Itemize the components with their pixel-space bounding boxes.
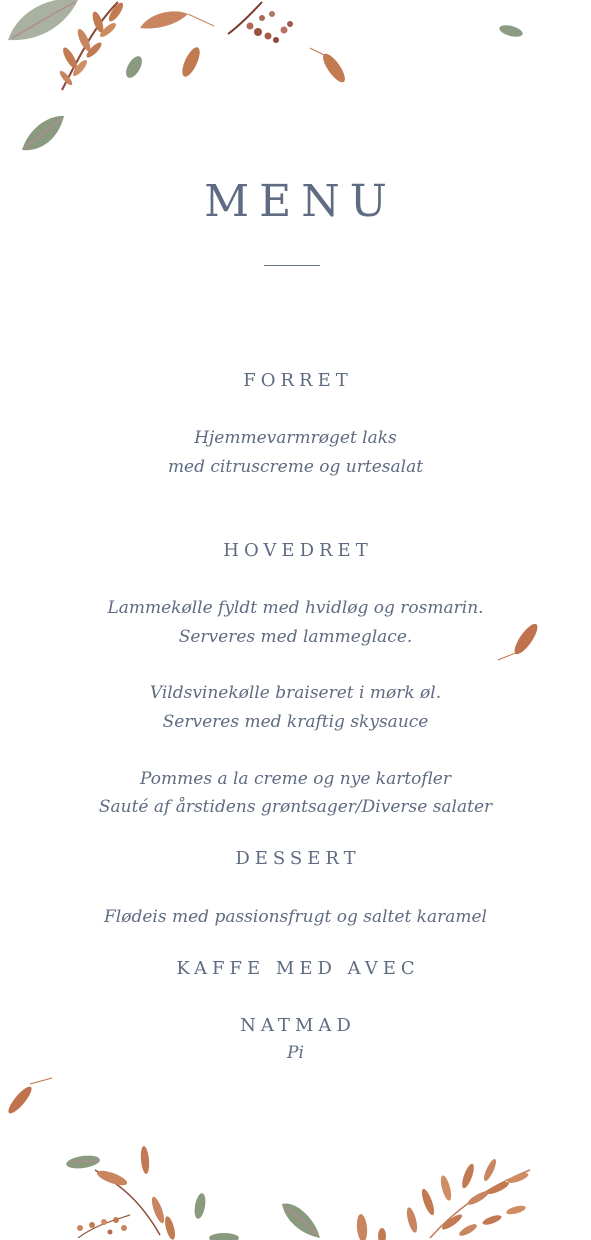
kaffe-heading: KAFFE MED AVEC xyxy=(176,958,420,979)
hovedret-line-1: Lammekølle fyldt med hvidløg og rosmarin. xyxy=(107,598,484,618)
hovedret-heading: HOVEDRET xyxy=(223,540,373,561)
dessert-heading: DESSERT xyxy=(235,848,361,869)
forret-heading: FORRET xyxy=(243,370,353,391)
natmad-line-1: Pi xyxy=(287,1043,304,1063)
hovedret-line-3: Vildsvinekølle braiseret i mørk øl. xyxy=(149,683,442,703)
hovedret-line-4: Serveres med kraftig skysauce xyxy=(162,712,429,732)
natmad-heading: NATMAD xyxy=(240,1015,356,1036)
hovedret-line-6: Sauté af årstidens grøntsager/Diverse salater xyxy=(98,797,493,817)
forret-line-2: med citruscreme og urtesalat xyxy=(167,457,424,477)
forret-line-1: Hjemmevarmrøget laks xyxy=(194,428,397,448)
hovedret-line-5: Pommes a la creme og nye kartofler xyxy=(140,769,451,789)
foliage-bottom-decoration xyxy=(0,1070,591,1240)
hovedret-line-2: Serveres med lammeglace. xyxy=(178,627,413,647)
menu-title: MENU xyxy=(204,176,397,227)
dessert-line-1: Flødeis med passionsfrugt og saltet karamel xyxy=(104,907,487,927)
